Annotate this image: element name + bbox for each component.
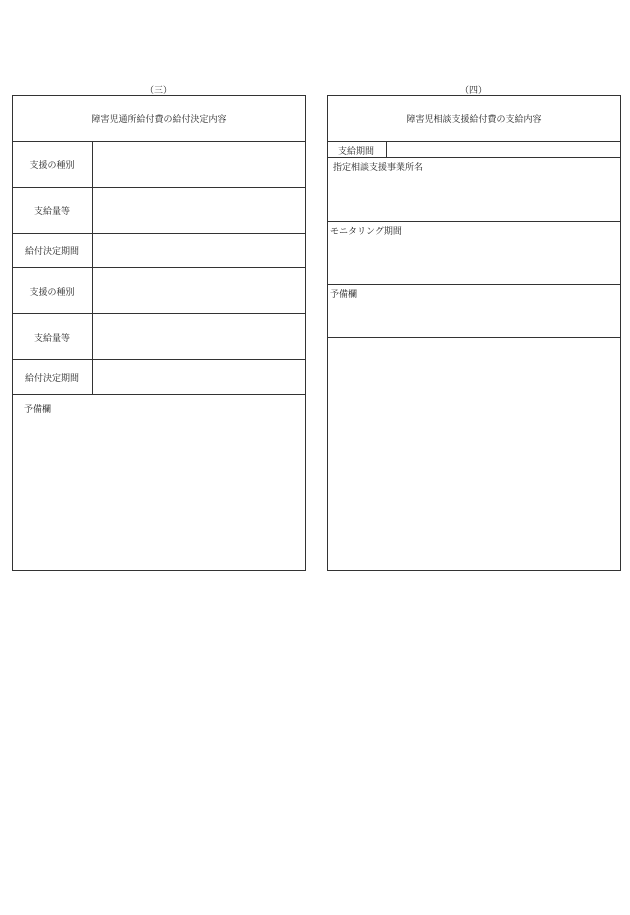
row-divider [327,284,621,285]
decision-period-label: 給付決定期間 [24,247,79,257]
row-divider [12,394,306,395]
panel4-title: 障害児相談支援給付費の支給内容 [406,115,542,125]
row-divider [12,359,306,360]
monitoring-period-label: モニタリング期間 [330,227,402,237]
row-divider [12,233,306,234]
payment-period-divider [386,141,387,157]
payment-period-label: 支給期間 [338,147,375,157]
support-type-label-2: 支援の種別 [29,288,75,298]
support-type-label: 支援の種別 [29,161,75,171]
amount-label: 支給量等 [33,207,70,217]
panel3-remarks-label: 予備欄 [24,405,52,415]
panel3-divider [12,141,306,142]
row-divider [327,221,621,222]
amount-label-2: 支給量等 [33,334,70,344]
decision-period-label-2: 給付決定期間 [24,374,79,384]
panel3-title: 障害児通所給付費の給付決定内容 [91,115,227,125]
row-divider [327,337,621,338]
panel4-label: （四） [459,86,487,96]
panel4-divider [327,141,621,142]
panel3-label: （三） [144,86,172,96]
office-name-label: 指定相談支援事業所名 [333,163,424,173]
row-divider [12,187,306,188]
row-divider [12,267,306,268]
panel4-remarks-label: 予備欄 [330,290,358,300]
row-divider [327,157,621,158]
row-divider [12,313,306,314]
